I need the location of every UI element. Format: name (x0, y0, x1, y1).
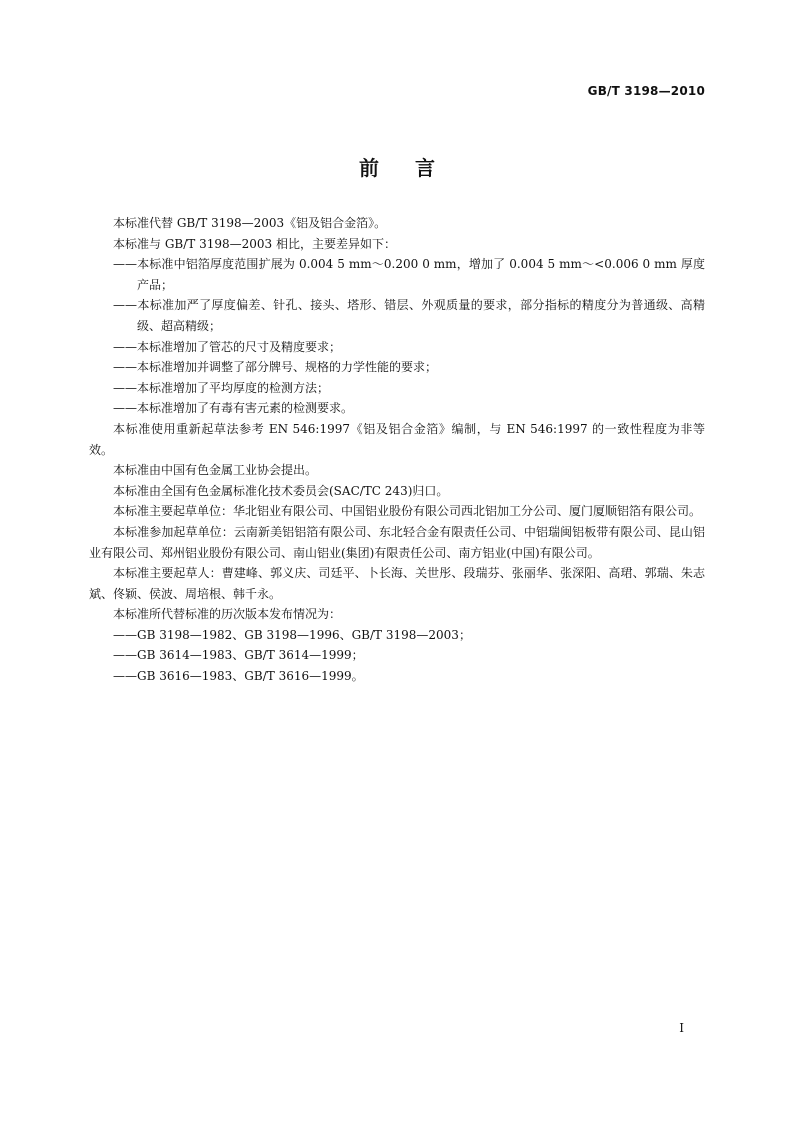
list-item-core-size: ——本标准增加了管芯的尺寸及精度要求； (113, 339, 342, 354)
paragraph-main-drafters-units: 本标准主要起草单位：华北铝业有限公司、中国铝业股份有限公司西北铝加工分公司、厦门厦顺铝箔有限公司。 (113, 504, 702, 519)
list-item-average-thickness: ——本标准增加了平均厚度的检测方法； (113, 380, 330, 395)
list-item-thickness-range: ——本标准中铝箔厚度范围扩展为 0.004 5 mm～0.200 0 mm，增加了 0.004 5 mm～<0.006 0 mm 厚度产品； (113, 257, 705, 292)
standard-number: GB/T 3198—2010 (587, 84, 705, 98)
page-number: I (679, 1021, 684, 1035)
paragraph-participating-units: 本标准参加起草单位：云南新美铝铝箔有限公司、东北轻合金有限责任公司、中铝瑞闽铝板带有限公司、昆山铝业有限公司、郑州铝业股份有限公司、南山铝业(集团)有限责任公司、南方铝业(中国)有限公司。 (89, 524, 705, 560)
paragraph-history-intro: 本标准所代替标准的历次版本发布情况为： (113, 607, 342, 622)
paragraph-supersedes: 本标准代替 GB/T 3198—2003《铝及铝合金箔》。 (113, 216, 387, 230)
list-item-tolerance-requirements: ——本标准加严了厚度偏差、针孔、接头、塔形、错层、外观质量的要求，部分指标的精度分为普通级、高精级、超高精级； (113, 298, 705, 333)
paragraph-differences-intro: 本标准与 GB/T 3198—2003 相比，主要差异如下： (113, 236, 396, 251)
page-title: 前言 (359, 156, 471, 180)
paragraph-reference-standard: 本标准使用重新起草法参考 EN 546:1997《铝及铝合金箔》编制，与 EN 546:1997 的一致性程度为非等效。 (89, 421, 705, 457)
list-item-history-3614: ——GB 3614—1983、GB/T 3614—1999； (113, 648, 364, 663)
list-item-toxic-elements: ——本标准增加了有毒有害元素的检测要求。 (113, 401, 354, 416)
list-item-history-3198: ——GB 3198—1982、GB 3198—1996、GB/T 3198—2003； (113, 627, 471, 642)
paragraph-centralized-by: 本标准由全国有色金属标准化技术委员会(SAC/TC 243)归口。 (113, 483, 449, 498)
paragraph-proposed-by: 本标准由中国有色金属工业协会提出。 (113, 463, 318, 478)
list-item-history-3616: ——GB 3616—1983、GB/T 3616—1999。 (113, 669, 364, 684)
paragraph-main-drafters: 本标准主要起草人：曹建峰、郭义庆、司廷平、卜长海、关世彤、段瑞芬、张丽华、张深阳、高珺、郭瑞、朱志斌、佟颖、侯波、周培根、韩千永。 (89, 566, 705, 601)
list-item-mechanical-properties: ——本标准增加并调整了部分牌号、规格的力学性能的要求； (113, 360, 438, 375)
foreword-body (89, 213, 705, 687)
